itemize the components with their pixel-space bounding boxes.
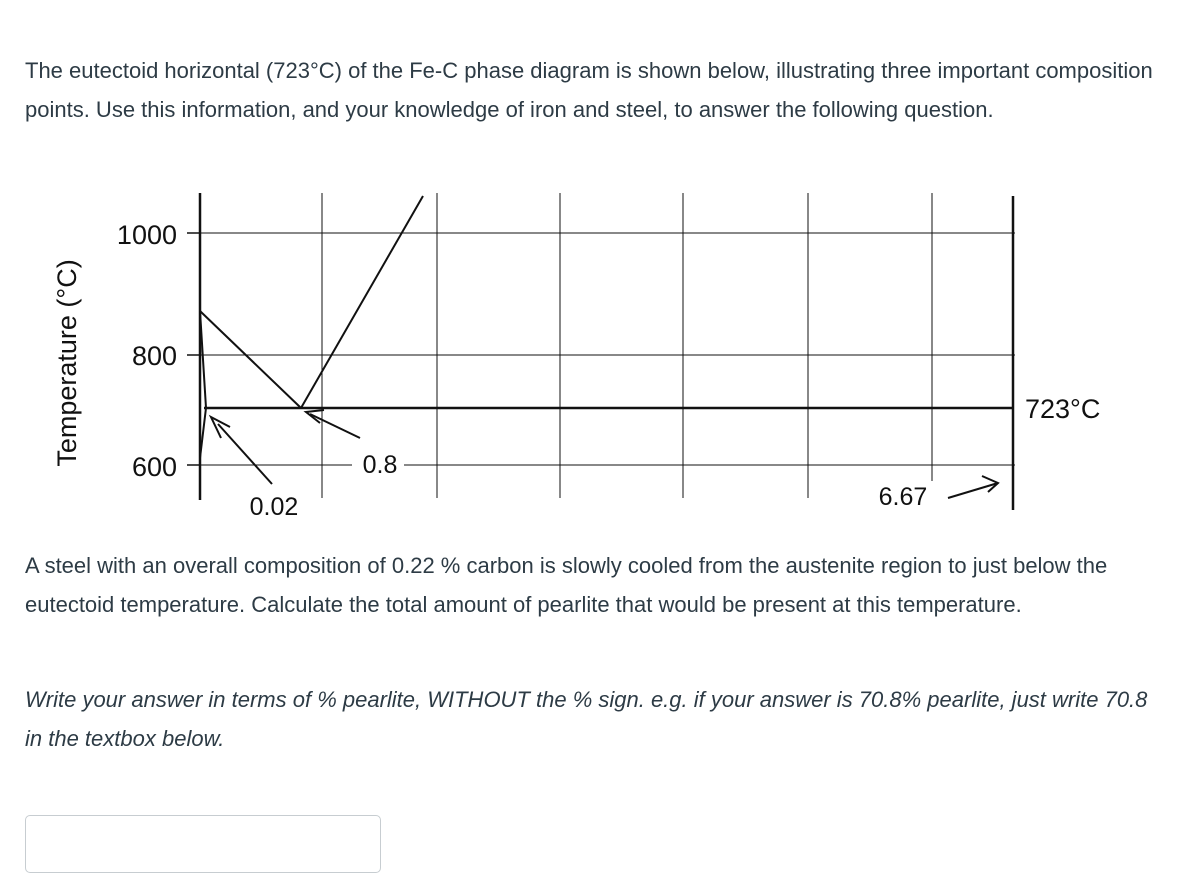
arrow-0.8 <box>306 410 360 438</box>
y-tick-label: 800 <box>131 341 177 371</box>
y-axis-label: Temperature (°C) <box>52 259 82 467</box>
arrow-6.67 <box>948 476 998 498</box>
diagram-grid <box>190 193 1015 498</box>
composition-label-0.02: 0.02 <box>249 493 299 521</box>
answer-input[interactable] <box>25 815 381 873</box>
intro-paragraph: The eutectoid horizontal (723°C) of the Fe-C phase diagram is shown below, illustrating three important composition points. Use this information, and your knowledge of iron and steel, to answer the following question. <box>25 58 1153 122</box>
composition-label-0.8: 0.8 <box>362 451 398 479</box>
question-paragraph: A steel with an overall composition of 0.22 % carbon is slowly cooled from the austenite region to just below the eutectoid temperature. Calculate the total amount of pearlite that would be present at this temperature. <box>25 553 1108 617</box>
composition-label-6.67: 6.67 <box>878 483 928 511</box>
y-tick-label: 1000 <box>116 220 177 250</box>
eutectoid-temperature-label: 723°C <box>1025 394 1101 424</box>
instruction-paragraph: Write your answer in terms of % pearlite, WITHOUT the % sign. e.g. if your answer is 70.8% pearlite, just write 70.8 in the textbox below. <box>25 687 1148 751</box>
phase-boundaries <box>200 196 423 458</box>
fe-c-phase-diagram <box>40 188 1140 528</box>
y-tick-label: 600 <box>131 452 177 482</box>
arrow-0.02 <box>211 417 272 484</box>
